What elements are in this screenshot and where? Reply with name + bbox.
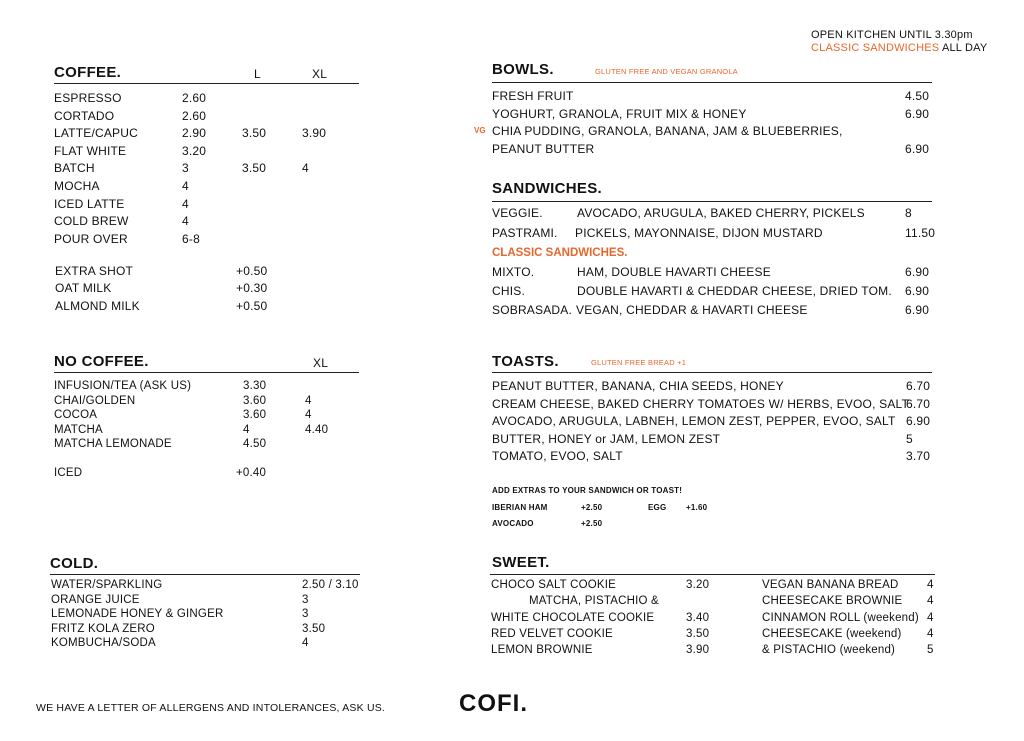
sandwich-item-description: PICKELS, MAYONNAISE, DIJON MUSTARD bbox=[575, 225, 823, 240]
bowls-granola-note: GLUTEN FREE AND VEGAN GRANOLA bbox=[595, 67, 738, 76]
cold-title: COLD. bbox=[50, 555, 99, 572]
bowl-item-name: CHIA PUDDING, GRANOLA, BANANA, JAM & BLUEBERRIES, bbox=[492, 124, 843, 139]
sandwiches-divider bbox=[492, 201, 932, 202]
no-coffee-item-price-xl: 4 bbox=[305, 394, 312, 407]
no-coffee-item-price-xl: 4.40 bbox=[305, 423, 329, 436]
sweet-item-price: 4 bbox=[927, 611, 934, 624]
toast-item-price: 6.90 bbox=[906, 414, 931, 428]
coffee-item-price: 3 bbox=[182, 161, 189, 176]
sweet-item-price: 4 bbox=[927, 595, 934, 608]
no-coffee-item-name: MATCHA bbox=[54, 423, 103, 436]
cold-item-name: ORANGE JUICE bbox=[51, 593, 140, 606]
coffee-item-price-l: 3.50 bbox=[242, 161, 267, 176]
no-coffee-item-price: 3.60 bbox=[243, 394, 267, 407]
bowl-item-price: 6.90 bbox=[905, 141, 930, 156]
allergens-note: WE HAVE A LETTER OF ALLERGENS AND INTOLERANCES, ASK US. bbox=[36, 702, 386, 714]
toast-item-name: CREAM CHEESE, BAKED CHERRY TOMATOES W/ HERBS, EVOO, SALT bbox=[492, 396, 910, 411]
coffee-item-price-l: 3.50 bbox=[242, 126, 267, 141]
sweet-item-name: WHITE CHOCOLATE COOKIE bbox=[491, 611, 655, 624]
coffee-item-price: 4 bbox=[182, 179, 189, 193]
no-coffee-item-name: COCOA bbox=[54, 409, 98, 422]
coffee-item-name: CORTADO bbox=[54, 108, 115, 123]
cold-item-price: 4 bbox=[302, 637, 309, 650]
classic-sandwich-price: 6.90 bbox=[905, 284, 930, 298]
toasts-divider bbox=[492, 372, 932, 373]
extras-title: ADD EXTRAS TO YOUR SANDWICH OR TOAST! bbox=[492, 486, 683, 495]
bowl-item-name: PEANUT BUTTER bbox=[492, 141, 595, 156]
cold-item-name: WATER/SPARKLING bbox=[51, 579, 163, 591]
cold-item-name: FRITZ KOLA ZERO bbox=[51, 622, 155, 635]
classic-sandwich-name: MIXTO. bbox=[492, 265, 535, 279]
coffee-extra-name: OAT MILK bbox=[55, 281, 112, 296]
no-coffee-item-price: 4 bbox=[243, 423, 250, 436]
bowls-title: BOWLS. bbox=[492, 61, 554, 78]
classic-sandwiches-note bbox=[811, 42, 987, 54]
classic-sandwich-description: VEGAN, CHEDDAR & HAVARTI CHEESE bbox=[576, 303, 808, 317]
coffee-item-name: POUR OVER bbox=[54, 231, 128, 246]
coffee-item-price-xl: 3.90 bbox=[302, 126, 327, 141]
bowl-item-name: FRESH FRUIT bbox=[492, 89, 574, 103]
coffee-extra-price: +0.50 bbox=[236, 298, 268, 313]
iced-price: +0.40 bbox=[236, 467, 267, 479]
coffee-item-name: ESPRESSO bbox=[54, 91, 122, 105]
sandwich-item-name: VEGGIE. bbox=[492, 206, 543, 220]
toast-item-price: 6.70 bbox=[906, 379, 931, 393]
coffee-item-name: LATTE/CAPUC bbox=[54, 126, 138, 141]
cold-item-name: LEMONADE HONEY & GINGER bbox=[51, 608, 224, 621]
coffee-item-price: 6-8 bbox=[182, 231, 200, 246]
coffee-item-price: 2.90 bbox=[182, 126, 207, 141]
cofi-logo: COFI. bbox=[459, 690, 528, 717]
sweet-item-name: RED VELVET COOKIE bbox=[491, 627, 613, 640]
coffee-col-xl: XL bbox=[312, 67, 328, 81]
cold-item-name: KOMBUCHA/SODA bbox=[51, 637, 156, 650]
no-coffee-item-price: 3.60 bbox=[243, 409, 267, 422]
coffee-extra-name: EXTRA SHOT bbox=[55, 264, 134, 278]
sweet-item-price: 5 bbox=[927, 644, 934, 657]
no-coffee-item-price: 4.50 bbox=[243, 438, 267, 451]
sweet-item-name: VEGAN BANANA BREAD bbox=[762, 579, 899, 591]
coffee-extra-price: +0.30 bbox=[236, 281, 268, 296]
coffee-item-price: 4 bbox=[182, 196, 189, 211]
cold-item-price: 3 bbox=[302, 593, 309, 606]
no-coffee-divider bbox=[54, 372, 359, 373]
classic-sandwich-name: CHIS. bbox=[492, 284, 526, 298]
sweet-item-name: CHOCO SALT COOKIE bbox=[491, 579, 617, 591]
classic-sandwich-price: 6.90 bbox=[905, 303, 930, 317]
sweet-divider bbox=[490, 574, 935, 575]
coffee-item-name: ICED LATTE bbox=[54, 196, 125, 211]
coffee-item-price: 3.20 bbox=[182, 143, 207, 158]
sweet-item-price: 3.50 bbox=[686, 627, 710, 640]
toast-item-name: BUTTER, HONEY or JAM, LEMON ZEST bbox=[492, 431, 721, 446]
classic-sandwiches-title: CLASSIC SANDWICHES. bbox=[492, 247, 628, 259]
sweet-item-name: CHEESECAKE (weekend) bbox=[762, 627, 902, 640]
kitchen-hours-note: OPEN KITCHEN UNTIL 3.30pm bbox=[811, 29, 973, 41]
coffee-divider bbox=[54, 83, 359, 84]
extra-egg-price: +1.60 bbox=[686, 503, 708, 512]
cold-item-price: 3.50 bbox=[302, 622, 326, 635]
toast-item-name: TOMATO, EVOO, SALT bbox=[492, 449, 623, 463]
all-day-text: ALL DAY bbox=[939, 42, 988, 54]
cold-item-price: 2.50 / 3.10 bbox=[302, 579, 359, 591]
sandwich-item-description: AVOCADO, ARUGULA, BAKED CHERRY, PICKELS bbox=[577, 206, 865, 220]
sweet-item-name: CHEESECAKE BROWNIE bbox=[762, 595, 903, 608]
toast-item-price: 6.70 bbox=[906, 396, 931, 411]
coffee-item-name: FLAT WHITE bbox=[54, 143, 127, 158]
cold-divider bbox=[50, 574, 360, 575]
toast-item-price: 5 bbox=[906, 431, 913, 446]
extra-egg: EGG bbox=[648, 503, 667, 512]
sandwich-item-price: 8 bbox=[905, 206, 912, 220]
sweet-item-name: & PISTACHIO (weekend) bbox=[762, 644, 896, 657]
sweet-item-price: 3.40 bbox=[686, 611, 710, 624]
no-coffee-title: NO COFFEE. bbox=[54, 353, 149, 370]
bowls-divider bbox=[492, 82, 932, 83]
classic-sandwich-description: HAM, DOUBLE HAVARTI CHEESE bbox=[577, 265, 771, 279]
coffee-extra-name: ALMOND MILK bbox=[55, 298, 140, 313]
coffee-item-price: 2.60 bbox=[182, 108, 207, 123]
classic-sandwiches-highlight: CLASSIC SANDWICHES bbox=[811, 42, 940, 54]
coffee-extra-price: +0.50 bbox=[236, 264, 268, 278]
iced-name: ICED bbox=[54, 467, 83, 479]
no-coffee-item-price: 3.30 bbox=[243, 380, 267, 392]
bowl-item-price: 6.90 bbox=[905, 106, 930, 121]
coffee-item-name: COLD BREW bbox=[54, 214, 129, 229]
classic-sandwich-price: 6.90 bbox=[905, 265, 930, 279]
toasts-title: TOASTS. bbox=[492, 353, 559, 370]
extra-iberian-ham: IBERIAN HAM bbox=[492, 503, 548, 512]
no-coffee-col-xl: XL bbox=[313, 356, 329, 370]
sweet-item-name: LEMON BROWNIE bbox=[491, 644, 593, 657]
vegan-badge: VG bbox=[474, 126, 486, 135]
extra-avocado: AVOCADO bbox=[492, 519, 534, 528]
bowl-item-price: 4.50 bbox=[905, 89, 930, 103]
extra-avocado-price: +2.50 bbox=[581, 519, 603, 528]
sweet-title: SWEET. bbox=[492, 554, 550, 571]
sweet-item-name: MATCHA, PISTACHIO & bbox=[529, 595, 659, 608]
coffee-item-name: BATCH bbox=[54, 161, 95, 176]
coffee-title: COFFEE. bbox=[54, 64, 122, 81]
extra-iberian-ham-price: +2.50 bbox=[581, 503, 603, 512]
coffee-item-price: 2.60 bbox=[182, 91, 207, 105]
coffee-item-name: MOCHA bbox=[54, 179, 100, 193]
sweet-item-name: CINNAMON ROLL (weekend) bbox=[762, 611, 919, 624]
sandwiches-title: SANDWICHES. bbox=[492, 180, 602, 197]
classic-sandwich-description: DOUBLE HAVARTI & CHEDDAR CHEESE, DRIED TOM. bbox=[577, 284, 892, 298]
sweet-item-price: 3.20 bbox=[686, 579, 710, 591]
bowl-item-name: YOGHURT, GRANOLA, FRUIT MIX & HONEY bbox=[492, 106, 747, 121]
no-coffee-item-name: CHAI/GOLDEN bbox=[54, 394, 136, 407]
gluten-free-bread-note: GLUTEN FREE BREAD +1 bbox=[591, 358, 687, 367]
sandwich-item-price: 11.50 bbox=[905, 225, 936, 240]
coffee-item-price: 4 bbox=[182, 214, 189, 229]
toast-item-name: AVOCADO, ARUGULA, LABNEH, LEMON ZEST, PEPPER, EVOO, SALT bbox=[492, 414, 896, 428]
toast-item-price: 3.70 bbox=[906, 449, 931, 463]
coffee-item-price-xl: 4 bbox=[302, 161, 309, 176]
sweet-item-price: 3.90 bbox=[686, 644, 710, 657]
sweet-item-price: 4 bbox=[927, 627, 934, 640]
no-coffee-item-name: INFUSION/TEA (ASK US) bbox=[54, 380, 192, 392]
no-coffee-item-price-xl: 4 bbox=[305, 409, 312, 422]
no-coffee-item-name: MATCHA LEMONADE bbox=[54, 438, 172, 451]
sandwich-item-name: PASTRAMI. bbox=[492, 225, 558, 240]
toast-item-name: PEANUT BUTTER, BANANA, CHIA SEEDS, HONEY bbox=[492, 379, 784, 393]
coffee-col-l: L bbox=[254, 67, 261, 81]
sweet-item-price: 4 bbox=[927, 579, 934, 591]
classic-sandwich-name: SOBRASADA. bbox=[492, 303, 573, 317]
cold-item-price: 3 bbox=[302, 608, 309, 621]
